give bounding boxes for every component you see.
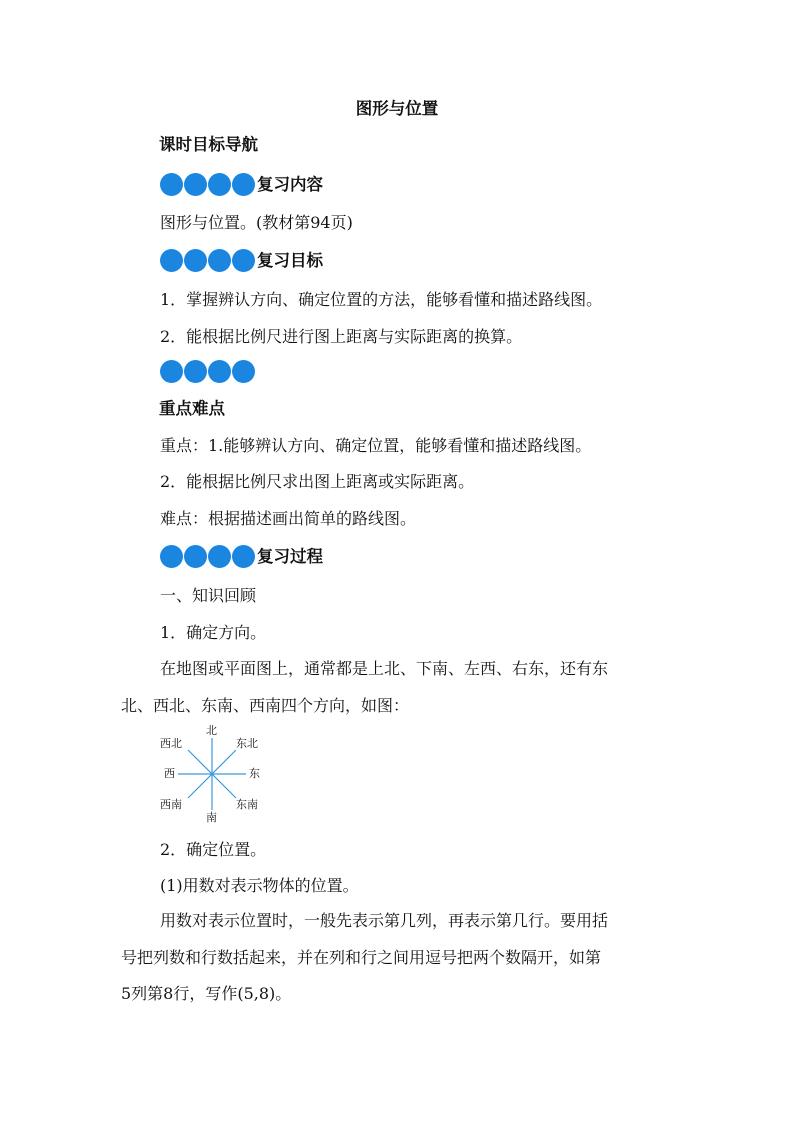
difficulty-item: 难点：根据描述画出简单的路线图。: [160, 509, 417, 528]
section-header-goals: [160, 249, 323, 272]
body-subitem: (1)用数对表示物体的位置。: [160, 876, 359, 895]
circle-icon: [232, 360, 255, 383]
southeast-label: 东南: [236, 798, 258, 811]
page-title: 图形与位置: [355, 99, 439, 118]
section-header-content: [160, 173, 323, 196]
body-item: 1．确定方向。: [160, 623, 267, 642]
circle-icon: [232, 173, 255, 196]
circle-icon: [208, 173, 231, 196]
key-heading: 重点难点: [159, 399, 225, 418]
circle-icon: [160, 360, 183, 383]
circle-icon: [232, 545, 255, 568]
goal-item: 2．能根据比例尺进行图上距离与实际距离的换算。: [160, 327, 523, 346]
west-label: 西: [164, 767, 175, 780]
south-label: 南: [206, 811, 217, 824]
north-label: 北: [206, 724, 217, 737]
body-paragraph: 用数对表示位置时，一般先表示第几列，再表示第几行。要用括: [160, 911, 609, 930]
northwest-label: 西北: [160, 737, 182, 750]
content-text: 图形与位置。(教材第94页): [160, 213, 353, 232]
circle-icon: [160, 249, 183, 272]
circle-icon: [208, 249, 231, 272]
key-item: 重点：1.能够辨认方向、确定位置，能够看懂和描述路线图。: [160, 436, 592, 455]
nav-heading: 课时目标导航: [159, 135, 258, 154]
section-label: 复习内容: [257, 174, 323, 194]
body-item: 2．确定位置。: [160, 840, 267, 859]
section-label: 复习过程: [257, 546, 323, 566]
review-heading: 一、知识回顾: [160, 586, 257, 605]
east-label: 东: [249, 767, 260, 780]
body-paragraph: 5列第8行，写作(5,8)。: [121, 984, 292, 1003]
section-header-process: [160, 545, 323, 568]
body-paragraph: 北、西北、东南、西南四个方向，如图：: [121, 696, 410, 715]
decorative-dots: [160, 360, 255, 383]
circle-icon: [232, 249, 255, 272]
northeast-label: 东北: [236, 737, 258, 750]
body-paragraph: 号把列数和行数括起来，并在列和行之间用逗号把两个数隔开，如第: [121, 948, 602, 967]
circle-icon: [184, 360, 207, 383]
circle-icon: [184, 249, 207, 272]
circle-icon: [184, 173, 207, 196]
circle-icon: [160, 545, 183, 568]
decorative-dots: [160, 249, 255, 272]
circle-icon: [208, 545, 231, 568]
southwest-label: 西南: [160, 798, 182, 811]
body-paragraph: 在地图或平面图上，通常都是上北、下南、左西、右东，还有东: [160, 659, 609, 678]
circle-icon: [208, 360, 231, 383]
decorative-dots: [160, 173, 255, 196]
section-label: 复习目标: [257, 250, 323, 270]
decorative-dots: [160, 545, 255, 568]
key-item: 2．能根据比例尺求出图上距离或实际距离。: [160, 472, 475, 491]
circle-icon: [184, 545, 207, 568]
circle-icon: [160, 173, 183, 196]
goal-item: 1．掌握辨认方向、确定位置的方法，能够看懂和描述路线图。: [160, 290, 603, 309]
section-header-key: [160, 360, 255, 383]
compass-diagram: [158, 724, 268, 824]
